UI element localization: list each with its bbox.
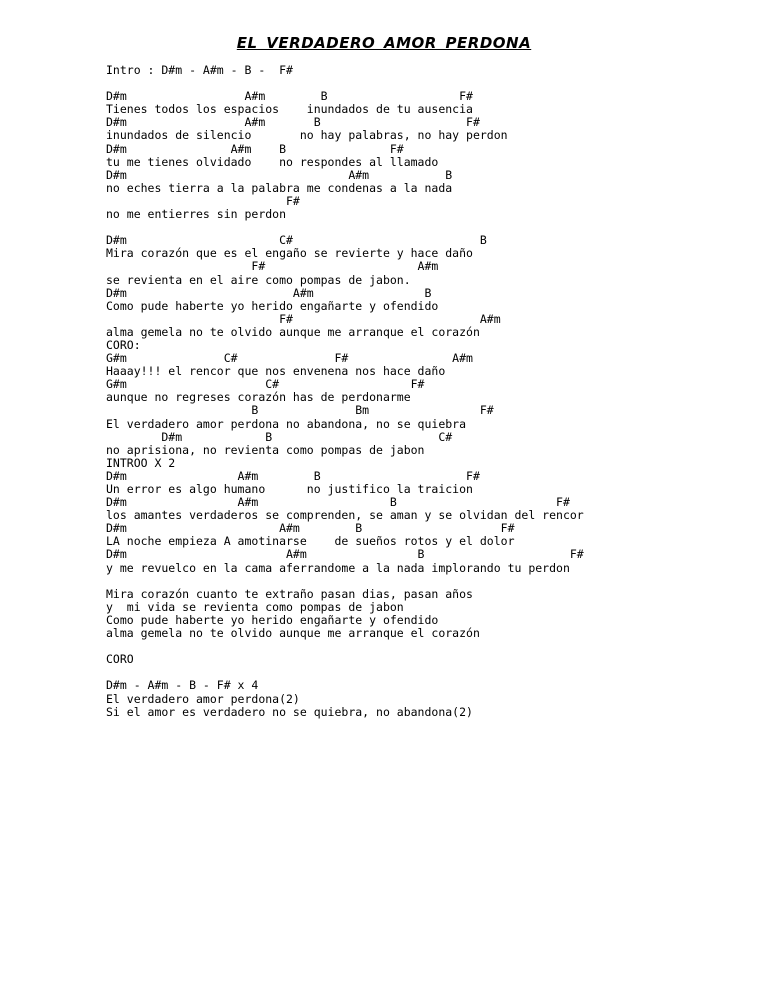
sheet-line: D#m A#m B F# (106, 521, 515, 536)
sheet-line: D#m A#m B F# (106, 495, 570, 510)
song-title: EL VERDADERO AMOR PERDONA (236, 34, 532, 52)
sheet-line: D#m A#m B (106, 167, 453, 182)
sheet-line: D#m A#m B F# (106, 141, 404, 156)
sheet-line: Mira corazón cuanto te extraño pasan dias, pasan años (106, 586, 473, 601)
sheet-line: El verdadero amor perdona(2) (106, 691, 300, 706)
sheet-line: aunque no regreses corazón has de perdonarme (106, 390, 411, 405)
sheet-line: D#m A#m B F# (106, 468, 480, 483)
sheet-line: no aprisiona, no revienta como pompas de jabon (106, 442, 425, 457)
sheet-line: G#m C# F# A#m (106, 351, 473, 366)
sheet-line: y me revuelco en la cama aferrandome a la nada implorando tu perdon (106, 560, 570, 575)
sheet-line: El verdadero amor perdona no abandona, no se quiebra (106, 416, 467, 431)
sheet-line: CORO: (106, 337, 141, 352)
sheet-line: no me entierres sin perdon (106, 207, 287, 222)
sheet-line: Como pude haberte yo herido engañarte y ofendido (106, 298, 439, 313)
sheet-line: F# (106, 193, 300, 208)
sheet-line: no eches tierra a la palabra me condenas a la nada (106, 180, 453, 195)
sheet-line: F# A#m (106, 311, 501, 326)
sheet-line: se revienta en el aire como pompas de jabon. (106, 272, 411, 287)
sheet-line: D#m - A#m - B - F# x 4 (106, 678, 259, 693)
sheet-line: D#m B C# (106, 429, 453, 444)
sheet-line: Como pude haberte yo herido engañarte y ofendido (106, 612, 439, 627)
sheet-line: INTROO X 2 (106, 455, 176, 470)
sheet-line: inundados de silencio no hay palabras, no hay perdon (106, 128, 508, 143)
sheet-line: Un error es algo humano no justifico la traicion (106, 482, 473, 496)
sheet-line: D#m A#m B (106, 285, 432, 300)
sheet-line: D#m C# B (106, 233, 487, 248)
sheet-line: F# A#m (106, 259, 439, 274)
chord-sheet (106, 64, 584, 719)
sheet-line: B Bm F# (106, 403, 494, 418)
sheet-line: y mi vida se revienta como pompas de jabon (106, 599, 404, 614)
sheet-line: los amantes verdaderos se comprenden, se aman y se olvidan del rencor (106, 508, 584, 523)
sheet-line: Intro : D#m - A#m - B - F# (106, 63, 293, 77)
sheet-line: alma gemela no te olvido aunque me arranque el corazón (106, 626, 480, 641)
blank-line (106, 640, 584, 653)
sheet-line: D#m A#m B F# (106, 115, 480, 130)
sheet-line: tu me tienes olvidado no respondes al llamado (106, 154, 439, 169)
sheet-line: D#m A#m B F# (106, 547, 584, 562)
sheet-line: alma gemela no te olvido aunque me arranque el corazón (106, 324, 480, 339)
sheet-line: Mira corazón que es el engaño se revierte y hace daño (106, 246, 473, 261)
sheet-line: Si el amor es verdadero no se quiebra, no abandona(2) (106, 704, 473, 719)
sheet-line: Tienes todos los espacios inundados de tu ausencia (106, 102, 473, 117)
blank-line (106, 575, 584, 588)
sheet-line: Haaay!!! el rencor que nos envenena nos hace daño (106, 364, 446, 379)
sheet-line: CORO (106, 652, 134, 667)
sheet-line: G#m C# F# (106, 377, 425, 392)
sheet-line: D#m A#m B F# (106, 89, 473, 104)
sheet-line: LA noche empieza A amotinarse de sueños rotos y el dolor (106, 534, 515, 549)
